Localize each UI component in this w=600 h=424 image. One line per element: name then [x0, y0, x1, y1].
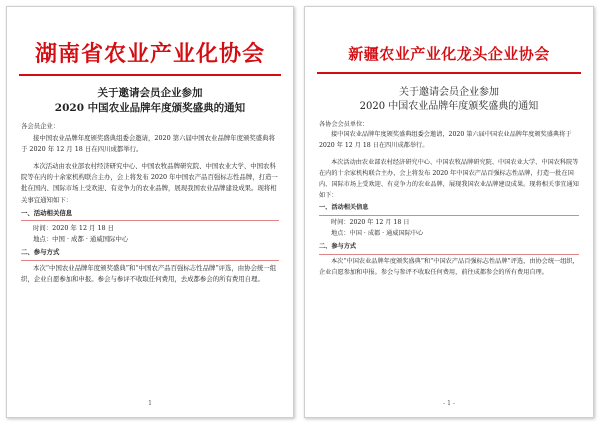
section-divider — [21, 260, 279, 261]
red-header-rule — [317, 72, 581, 74]
paragraph-1: 接中国农业品牌年度颁奖盛典组委会邀请，2020 第六届中国农业品牌年度颁奖盛典将于 2020 年 12 月 18 日在四川成都举行。 — [319, 131, 572, 150]
section-divider — [319, 254, 579, 255]
paragraph-3: 本次“中国农业品牌年度颁奖盛典”和“中国农产品百强标志性品牌”评选，由协会统一组织，企业自愿参加和申报。参会与参评不收取任何费用，前往成都参会的所有费用自理。 — [319, 257, 579, 276]
notice-title — [305, 86, 593, 114]
document-page-left — [6, 6, 294, 418]
time-line: 时间：2020 年 12 月 18 日 — [331, 219, 410, 227]
notice-title-line2: 2020 中国农业品牌年度颁奖盛典的通知 — [359, 100, 539, 112]
page-number: 1 — [148, 400, 152, 407]
place-line: 地点：中国 · 成都 · 通威国际中心 — [331, 230, 424, 238]
time-line: 时间：2020 年 12 月 18 日 — [33, 224, 115, 232]
paragraph-2: 本次活动由农业部农村经济研究中心、中国农牧品牌研究院、中国农业大学、中国农科院等在内的十余家机构联合主办，会上将发布 2020 年中国农产品百强标志性品牌，打造一批在国内、国际市场上受欢迎、有竞争力的农业品牌，展现我国农业品牌建设成果。现将相关事宜通知如下： — [21, 161, 278, 204]
section-heading-1: 一、活动相关信息 — [21, 208, 73, 217]
salutation: 各协会会员单位： — [319, 120, 369, 128]
paragraph-2: 本次活动由农业部农村经济研究中心、中国农牧品牌研究院、中国农业大学、中国农科院等在内的十余家机构联合主办，会上将发布 2020 年中国农产品百强标志性品牌，打造一批在国内、国际市场上受欢迎、有竞争力的农业品牌，展现我国农业品牌建设成果。现将相关事宜通知如下： — [319, 159, 579, 199]
org-title: 湖南省农业产业化协会 — [34, 42, 265, 67]
red-header-rule — [19, 74, 281, 76]
page-number: - 1 - — [443, 400, 455, 407]
document-page-right — [304, 6, 594, 418]
section-heading-2: 二、参与方式 — [21, 248, 60, 257]
salutation: 各会员企业： — [21, 122, 60, 131]
org-title: 新疆农业产业化龙头企业协会 — [348, 45, 550, 63]
notice-title — [7, 86, 293, 115]
notice-title-line2: 2020 中国农业品牌年度颁奖盛典的通知 — [54, 101, 246, 114]
section-divider — [21, 220, 279, 221]
notice-body — [7, 121, 293, 285]
section-heading-2: 二、参与方式 — [319, 242, 357, 250]
section-heading-1: 一、活动相关信息 — [319, 204, 369, 212]
place-line: 地点：中国 · 成都 · 通威国际中心 — [33, 235, 129, 244]
section-divider — [319, 215, 579, 216]
paragraph-3: 本次“中国农业品牌年度颁奖盛典”和“中国农产品百强标志性品牌”评选，由协会统一组织，企业自愿参加和申报。参会与参评不收取任何费用，去成都参会的所有费用自理。 — [21, 263, 277, 283]
paragraph-1: 接中国农业品牌年度颁奖盛典组委会邀请，2020 第六届中国农业品牌年度颁奖盛典将于 2020 年 12 月 18 日在四川成都举行。 — [21, 133, 275, 153]
notice-title-line1: 关于邀请会员企业参加 — [399, 86, 499, 98]
notice-body — [305, 120, 593, 279]
notice-title-line1: 关于邀请会员企业参加 — [97, 87, 203, 99]
